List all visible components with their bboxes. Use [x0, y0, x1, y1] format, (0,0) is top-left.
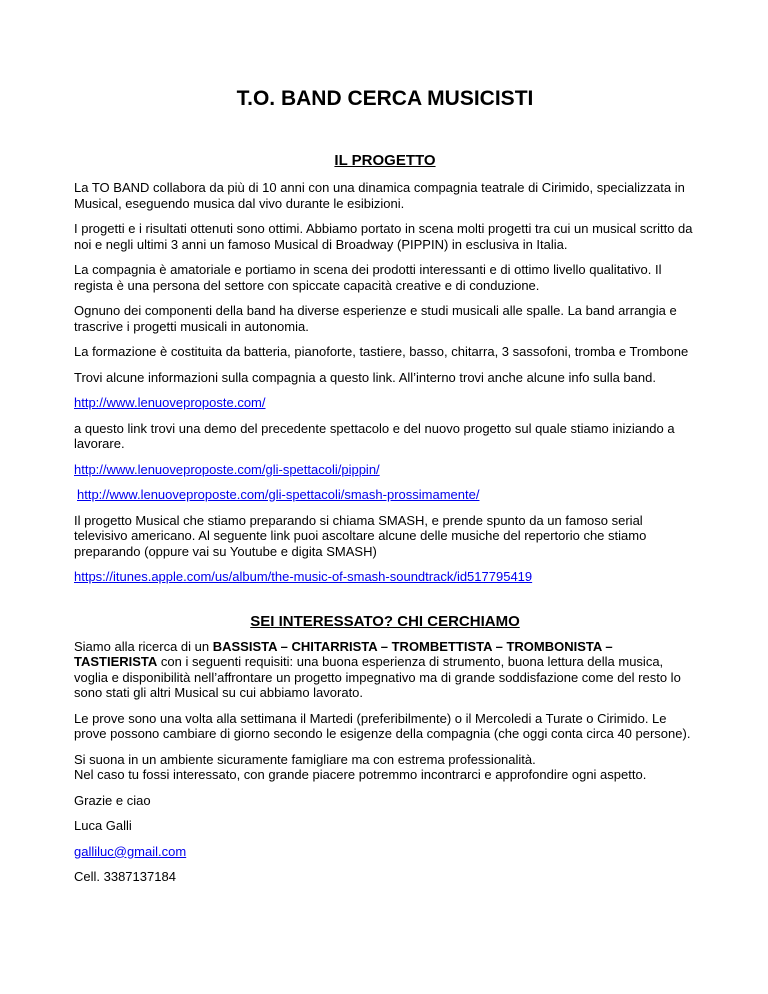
- link-lenuoveproposte[interactable]: http://www.lenuoveproposte.com/: [74, 395, 266, 410]
- link-smash-prossimamente[interactable]: http://www.lenuoveproposte.com/gli-spettacoli/smash-prossimamente/: [77, 487, 480, 502]
- ambiente-line-1: Si suona in un ambiente sicuramente famigliare ma con estrema professionalità.: [74, 751, 536, 767]
- email-paragraph: [74, 844, 696, 860]
- paragraph-formazione: La formazione è costituita da batteria, pianoforte, tastiere, basso, chitarra, 3 sassofoni, tromba e Trombone: [74, 344, 689, 359]
- link-pippin[interactable]: http://www.lenuoveproposte.com/gli-spettacoli/pippin/: [74, 461, 380, 477]
- paragraph-demo: a questo link trovi una demo del precedente spettacolo e del nuovo progetto sul quale stiamo iniziando a lavorare.: [74, 420, 675, 451]
- paragraph-componenti: Ognuno dei componenti della band ha diverse esperienze e studi musicali alle spalle. La band arrangia e trascrive i progetti musicali in autonomia.: [74, 303, 677, 334]
- paragraph-info-compagnia: Trovi alcune informazioni sulla compagnia a questo link. All’interno trovi anche alcune info sulla band.: [74, 369, 656, 385]
- ricerca-ruoli: BASSISTA – CHITARRISTA – TROMBETTISTA – TROMBONISTA – TASTIERISTA: [74, 638, 613, 669]
- paragraph-smash: Il progetto Musical che stiamo preparando si chiama SMASH, e prende spunto da un famoso serial televisivo americano. Al seguente link puoi ascoltare alcune delle musiche del repertorio che stiamo preparando (oppure vai su Youtube e digita SMASH): [74, 512, 647, 559]
- link-itunes-smash[interactable]: https://itunes.apple.com/us/album/the-music-of-smash-soundtrack/id517795419: [74, 569, 533, 584]
- link-paragraph-2: [74, 462, 696, 478]
- email-link[interactable]: galliluc@gmail.com: [74, 843, 187, 859]
- link-paragraph-4: [74, 569, 696, 585]
- signature-name: Luca Galli: [74, 818, 132, 833]
- link-paragraph-1: [74, 395, 696, 411]
- paragraph-compagnia: La compagnia è amatoriale e portiamo in scena dei prodotti interessanti e di ottimo livello qualitativo. Il regista è una persona del settore con spiccate capacità creative e di conduzione.: [74, 262, 662, 293]
- ambiente-line-2: Nel caso tu fossi interessato, con grande piacere potremmo incontrarci e approfondire ogni aspetto.: [74, 767, 647, 782]
- paragraph-collabora: La TO BAND collabora da più di 10 anni con una dinamica compagnia teatrale di Cirimido, specializzata in Musical, eseguendo musica dal vivo durante le esibizioni.: [74, 180, 685, 211]
- ricerca-intro: Siamo alla ricerca di un: [74, 638, 213, 654]
- paragraph-ambiente: [74, 752, 696, 783]
- paragraph-risultati: I progetti e i risultati ottenuti sono ottimi. Abbiamo portato in scena molti progetti tra cui un musical scritto da noi e negli ultimi 3 anni un famoso Musical di Broadway (PIPPIN) in esclusiva in Italia.: [74, 221, 693, 252]
- section-heading-progetto: IL PROGETTO: [334, 152, 436, 169]
- paragraph-ricerca: [74, 639, 696, 701]
- document-page: [74, 86, 696, 885]
- ricerca-requisiti: con i seguenti requisiti: una buona esperienza di strumento, buona lettura della musica, voglia e disponibilità nell’affrontare un progetto impegnativo ma di grande soddisfazione come del resto lo sono stati gli altri Musical su cui abbiamo lavorato.: [74, 654, 681, 700]
- phone-number: Cell. 3387137184: [74, 869, 176, 884]
- section-heading-interessato: SEI INTERESSATO? CHI CERCHIAMO: [250, 612, 520, 630]
- title-wrap: [74, 86, 696, 112]
- link-paragraph-3: [74, 487, 696, 503]
- document-title: T.O. BAND CERCA MUSICISTI: [236, 87, 534, 110]
- paragraph-prove: Le prove sono una volta alla settimana il Martedi (preferibilmente) o il Mercoledi a Turate o Cirimido. Le prove possono cambiare di giorno secondo le esigenze della compagnia (che oggi conta circa 40 persone).: [74, 710, 691, 741]
- paragraph-grazie: Grazie e ciao: [74, 792, 151, 808]
